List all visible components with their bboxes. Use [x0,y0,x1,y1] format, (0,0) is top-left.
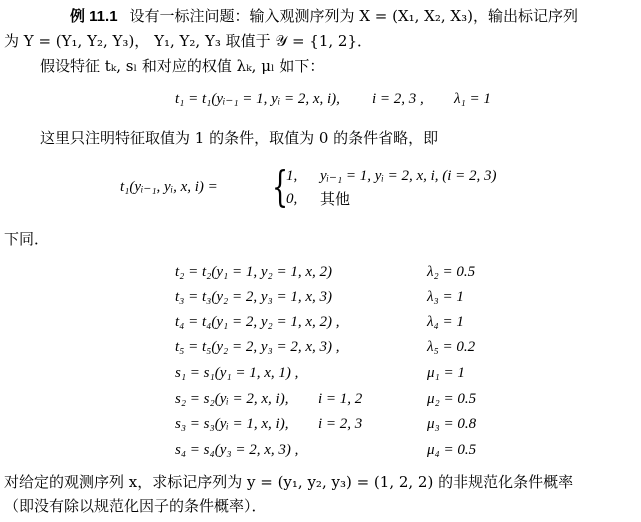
feature-row-def: s₁ = s₁(y₁ = 1, x, 1) , [175,365,299,381]
feature-row-def: t₂ = t₂(y₁ = 1, y₂ = 1, x, 2) [175,264,333,280]
feature-row-weight: λ₄ = 1 [427,314,464,330]
feature-row-def: t₃ = t₃(y₂ = 2, y₃ = 1, x, 3) [175,289,333,305]
feature-row-weight: λ₂ = 0.5 [427,264,476,280]
piecewise-case2-condition: 其他 [320,190,351,208]
feature-row-weight: μ₂ = 0.5 [427,391,477,407]
feature-row-weight: μ₁ = 1 [427,365,465,381]
piecewise-brace: { [272,162,289,211]
example-number: 例 11.1 [70,8,118,25]
piecewise-case2-value: 0, [286,191,298,207]
same-below-label: 下同． [4,230,50,248]
feature-row-condition: i = 1, 2 [318,391,363,407]
example-line-1 [70,6,578,27]
feature-row-def: t₄ = t₄(y₁ = 2, y₂ = 1, x, 2) , [175,314,340,330]
feature-row-condition: i = 2, 3 [318,416,363,432]
conclusion-line-1: 对给定的观测序列 x，求标记序列为 y = (y₁, y₂, y₃) = (1, 2, 2) 的非规范化条件概率 [4,473,574,491]
feature-row-def: s₂ = s₂(yᵢ = 2, x, i), [175,391,289,407]
feature-row-def: s₄ = s₄(y₃ = 2, x, 3) , [175,442,299,458]
piecewise-case1-condition: yᵢ₋₁ = 1, yᵢ = 2, x, i, (i = 2, 3) [320,168,497,184]
example-line-3: 假设特征 tₖ, sₗ 和对应的权值 λₖ, μₗ 如下： [40,57,325,75]
formula-t1-condition: i = 2, 3 , [372,91,424,107]
feature-row-weight: μ₄ = 0.5 [427,442,477,458]
piecewise-case1-value: 1, [286,168,298,184]
piecewise-lhs: t₁(yᵢ₋₁, yᵢ, x, i) = [120,179,218,195]
formula-t1-weight: λ₁ = 1 [454,91,491,107]
feature-row-weight: λ₃ = 1 [427,289,464,305]
feature-row-weight: λ₅ = 0.2 [427,339,476,355]
conclusion-line-2: （即没有除以规范化因子的条件概率）． [4,497,267,515]
feature-row-def: t₅ = t₅(y₂ = 2, y₃ = 2, x, 3) , [175,339,340,355]
feature-row-weight: μ₃ = 0.8 [427,416,477,432]
example-text-1: 设有一标注问题：输入观测序列为 X = (X₁, X₂, X₃)，输出标记序列 [129,7,578,25]
note-line: 这里只注明特征取值为 1 的条件，取值为 0 的条件省略，即 [40,129,439,147]
feature-row-def: s₃ = s₃(yᵢ = 1, x, i), [175,416,289,432]
example-line-2: 为 Y = (Y₁, Y₂, Y₃)， Y₁, Y₂, Y₃ 取值于 𝒴 = {1, 2}． [4,32,372,50]
formula-t1: t₁ = t₁(yᵢ₋₁ = 1, yᵢ = 2, x, i), [175,91,340,107]
